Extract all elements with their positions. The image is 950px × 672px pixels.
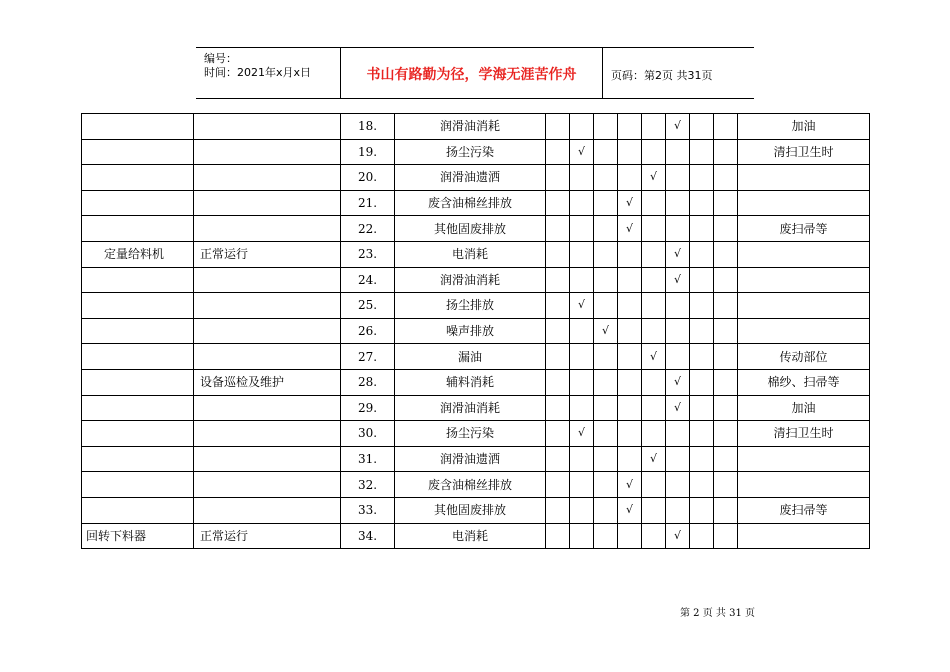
equipment-cell: 定量给料机 [82,241,194,267]
check-cell [690,318,714,344]
check-cell [642,139,666,165]
check-cell [642,395,666,421]
check-cell: √ [666,114,690,140]
remark-cell [738,267,870,293]
activity-cell [194,318,341,344]
check-cell: √ [666,241,690,267]
serial-number-cell: 26. [341,318,395,344]
check-cell: √ [570,293,594,319]
activity-cell [194,344,341,370]
check-cell [570,216,594,242]
check-cell [666,344,690,370]
remark-cell [738,190,870,216]
equipment-cell: 回转下料器 [82,523,194,549]
environmental-factor-cell: 废含油棉丝排放 [395,190,546,216]
header-motto: 书山有路勤为径，学海无涯苦作舟 [366,67,577,83]
activity-cell [194,395,341,421]
check-cell [618,344,642,370]
check-cell [642,472,666,498]
check-cell [570,523,594,549]
table-row [82,344,870,370]
check-cell [666,165,690,191]
remark-cell: 清扫卫生时 [738,139,870,165]
environment-factor-table [81,113,870,549]
check-cell: √ [618,497,642,523]
check-cell [690,293,714,319]
remark-cell [738,446,870,472]
table-row [82,421,870,447]
activity-cell [194,293,341,319]
environmental-factor-cell: 电消耗 [395,241,546,267]
check-cell [714,395,738,421]
activity-cell [194,190,341,216]
check-cell [546,523,570,549]
equipment-cell [82,114,194,140]
table-row [82,293,870,319]
remark-cell [738,472,870,498]
check-cell [618,165,642,191]
check-cell [570,344,594,370]
check-cell [594,472,618,498]
check-cell [546,267,570,293]
environmental-factor-cell: 电消耗 [395,523,546,549]
check-cell [690,241,714,267]
check-cell [714,472,738,498]
check-cell [714,114,738,140]
remark-cell [738,523,870,549]
check-cell [690,523,714,549]
check-cell [570,497,594,523]
check-cell [618,446,642,472]
check-cell: √ [570,421,594,447]
remark-cell: 废扫帚等 [738,216,870,242]
check-cell [642,523,666,549]
check-cell [546,139,570,165]
activity-cell: 设备巡检及维护 [194,369,341,395]
check-cell [570,190,594,216]
check-cell [642,369,666,395]
environmental-factor-cell: 润滑油消耗 [395,114,546,140]
check-cell [642,216,666,242]
table-row [82,472,870,498]
check-cell [642,318,666,344]
environmental-factor-cell: 扬尘排放 [395,293,546,319]
check-cell [594,395,618,421]
header-page-cell [603,48,754,98]
check-cell [690,472,714,498]
check-cell [666,139,690,165]
environmental-factor-cell: 润滑油消耗 [395,395,546,421]
equipment-cell [82,472,194,498]
check-cell [570,267,594,293]
check-cell [666,216,690,242]
check-cell [594,190,618,216]
check-cell [690,369,714,395]
equipment-cell [82,344,194,370]
check-cell [594,446,618,472]
environmental-factor-cell: 扬尘污染 [395,139,546,165]
check-cell [570,241,594,267]
serial-number-cell: 31. [341,446,395,472]
check-cell [546,472,570,498]
serial-number-cell: 27. [341,344,395,370]
check-cell [618,293,642,319]
check-cell [666,497,690,523]
check-cell [618,139,642,165]
check-cell [618,523,642,549]
activity-cell [194,497,341,523]
serial-number-cell: 28. [341,369,395,395]
check-cell [594,523,618,549]
remark-cell: 废扫帚等 [738,497,870,523]
check-cell [546,293,570,319]
environmental-factor-cell: 噪声排放 [395,318,546,344]
check-cell [594,369,618,395]
table-row [82,446,870,472]
check-cell: √ [618,472,642,498]
activity-cell [194,165,341,191]
check-cell [666,190,690,216]
check-cell: √ [618,216,642,242]
check-cell [666,421,690,447]
check-cell [546,216,570,242]
check-cell [690,421,714,447]
equipment-cell [82,395,194,421]
serial-number-cell: 19. [341,139,395,165]
check-cell [642,293,666,319]
page-header [196,47,754,99]
check-cell [618,241,642,267]
check-cell: √ [666,395,690,421]
check-cell [690,344,714,370]
remark-cell: 清扫卫生时 [738,421,870,447]
check-cell [666,318,690,344]
activity-cell: 正常运行 [194,523,341,549]
check-cell [714,241,738,267]
equipment-cell [82,318,194,344]
check-cell [594,267,618,293]
check-cell [690,114,714,140]
remark-cell [738,318,870,344]
check-cell [546,369,570,395]
equipment-cell [82,267,194,293]
remark-cell: 棉纱、扫帚等 [738,369,870,395]
check-cell: √ [570,139,594,165]
environmental-factor-cell: 其他固废排放 [395,216,546,242]
check-cell [666,293,690,319]
check-cell [570,395,594,421]
remark-cell [738,293,870,319]
check-cell [594,293,618,319]
check-cell [714,369,738,395]
check-cell [570,472,594,498]
check-cell [594,344,618,370]
environmental-factor-cell: 废含油棉丝排放 [395,472,546,498]
serial-number-cell: 29. [341,395,395,421]
table-row [82,395,870,421]
equipment-cell [82,165,194,191]
check-cell [594,216,618,242]
check-cell [714,318,738,344]
check-cell [570,318,594,344]
check-cell [570,369,594,395]
environmental-factor-cell: 润滑油遗洒 [395,165,546,191]
check-cell [570,165,594,191]
equipment-cell [82,497,194,523]
check-cell [570,114,594,140]
check-cell [546,344,570,370]
activity-cell [194,216,341,242]
check-cell [642,190,666,216]
table-row [82,190,870,216]
document-date-label: 时间：2021年x月x日 [204,66,312,79]
check-cell [714,293,738,319]
check-cell [714,497,738,523]
remark-cell: 传动部位 [738,344,870,370]
equipment-cell [82,190,194,216]
table-row [82,318,870,344]
check-cell [594,165,618,191]
check-cell [714,216,738,242]
check-cell [714,139,738,165]
table-body [82,114,870,549]
header-meta-cell [196,48,341,98]
check-cell [546,497,570,523]
check-cell [546,241,570,267]
check-cell [618,318,642,344]
header-page-number: 页码：第2页 共31页 [611,69,713,82]
check-cell [546,421,570,447]
check-cell [714,446,738,472]
check-cell: √ [642,446,666,472]
check-cell [594,421,618,447]
check-cell: √ [642,165,666,191]
check-cell [714,421,738,447]
check-cell [690,446,714,472]
equipment-cell [82,369,194,395]
check-cell [618,421,642,447]
check-cell [618,395,642,421]
check-cell [594,114,618,140]
check-cell [546,446,570,472]
check-cell [690,497,714,523]
check-cell [546,114,570,140]
equipment-cell [82,421,194,447]
environmental-factor-cell: 辅料消耗 [395,369,546,395]
header-motto-cell [341,48,603,98]
table-row [82,241,870,267]
remark-cell [738,241,870,267]
document-number-label: 编号： [204,52,237,65]
check-cell: √ [666,523,690,549]
check-cell [618,369,642,395]
environmental-factor-cell: 扬尘污染 [395,421,546,447]
equipment-cell [82,139,194,165]
check-cell [690,267,714,293]
check-cell [690,395,714,421]
check-cell [546,395,570,421]
activity-cell [194,267,341,293]
check-cell [714,267,738,293]
environmental-factor-cell: 其他固废排放 [395,497,546,523]
serial-number-cell: 32. [341,472,395,498]
environmental-factor-cell: 润滑油消耗 [395,267,546,293]
table-row [82,114,870,140]
activity-cell [194,472,341,498]
check-cell: √ [642,344,666,370]
serial-number-cell: 22. [341,216,395,242]
serial-number-cell: 23. [341,241,395,267]
equipment-cell [82,216,194,242]
remark-cell: 加油 [738,114,870,140]
remark-cell [738,165,870,191]
check-cell [690,165,714,191]
check-cell [714,190,738,216]
check-cell [690,216,714,242]
activity-cell: 正常运行 [194,241,341,267]
check-cell [642,241,666,267]
serial-number-cell: 34. [341,523,395,549]
table-row [82,216,870,242]
check-cell [714,523,738,549]
table-row [82,497,870,523]
check-cell [546,318,570,344]
check-cell [642,497,666,523]
page-footer: 第 2 页 共 31 页 [680,608,755,619]
environmental-factor-cell: 漏油 [395,344,546,370]
check-cell [594,139,618,165]
check-cell [594,497,618,523]
check-cell [690,190,714,216]
check-cell [642,421,666,447]
table-row [82,369,870,395]
serial-number-cell: 30. [341,421,395,447]
check-cell [714,344,738,370]
check-cell: √ [618,190,642,216]
table-row [82,139,870,165]
equipment-cell [82,446,194,472]
check-cell: √ [666,369,690,395]
environmental-factor-cell: 润滑油遗洒 [395,446,546,472]
check-cell [666,446,690,472]
activity-cell [194,139,341,165]
check-cell [594,241,618,267]
serial-number-cell: 25. [341,293,395,319]
table-row [82,165,870,191]
table-row [82,267,870,293]
check-cell [642,267,666,293]
check-cell [642,114,666,140]
serial-number-cell: 21. [341,190,395,216]
activity-cell [194,114,341,140]
check-cell [618,267,642,293]
check-cell: √ [666,267,690,293]
activity-cell [194,446,341,472]
table-row [82,523,870,549]
serial-number-cell: 24. [341,267,395,293]
check-cell [546,165,570,191]
remark-cell: 加油 [738,395,870,421]
check-cell [546,190,570,216]
serial-number-cell: 18. [341,114,395,140]
check-cell: √ [594,318,618,344]
serial-number-cell: 20. [341,165,395,191]
check-cell [666,472,690,498]
check-cell [618,114,642,140]
serial-number-cell: 33. [341,497,395,523]
check-cell [570,446,594,472]
check-cell [690,139,714,165]
check-cell [714,165,738,191]
activity-cell [194,421,341,447]
equipment-cell [82,293,194,319]
